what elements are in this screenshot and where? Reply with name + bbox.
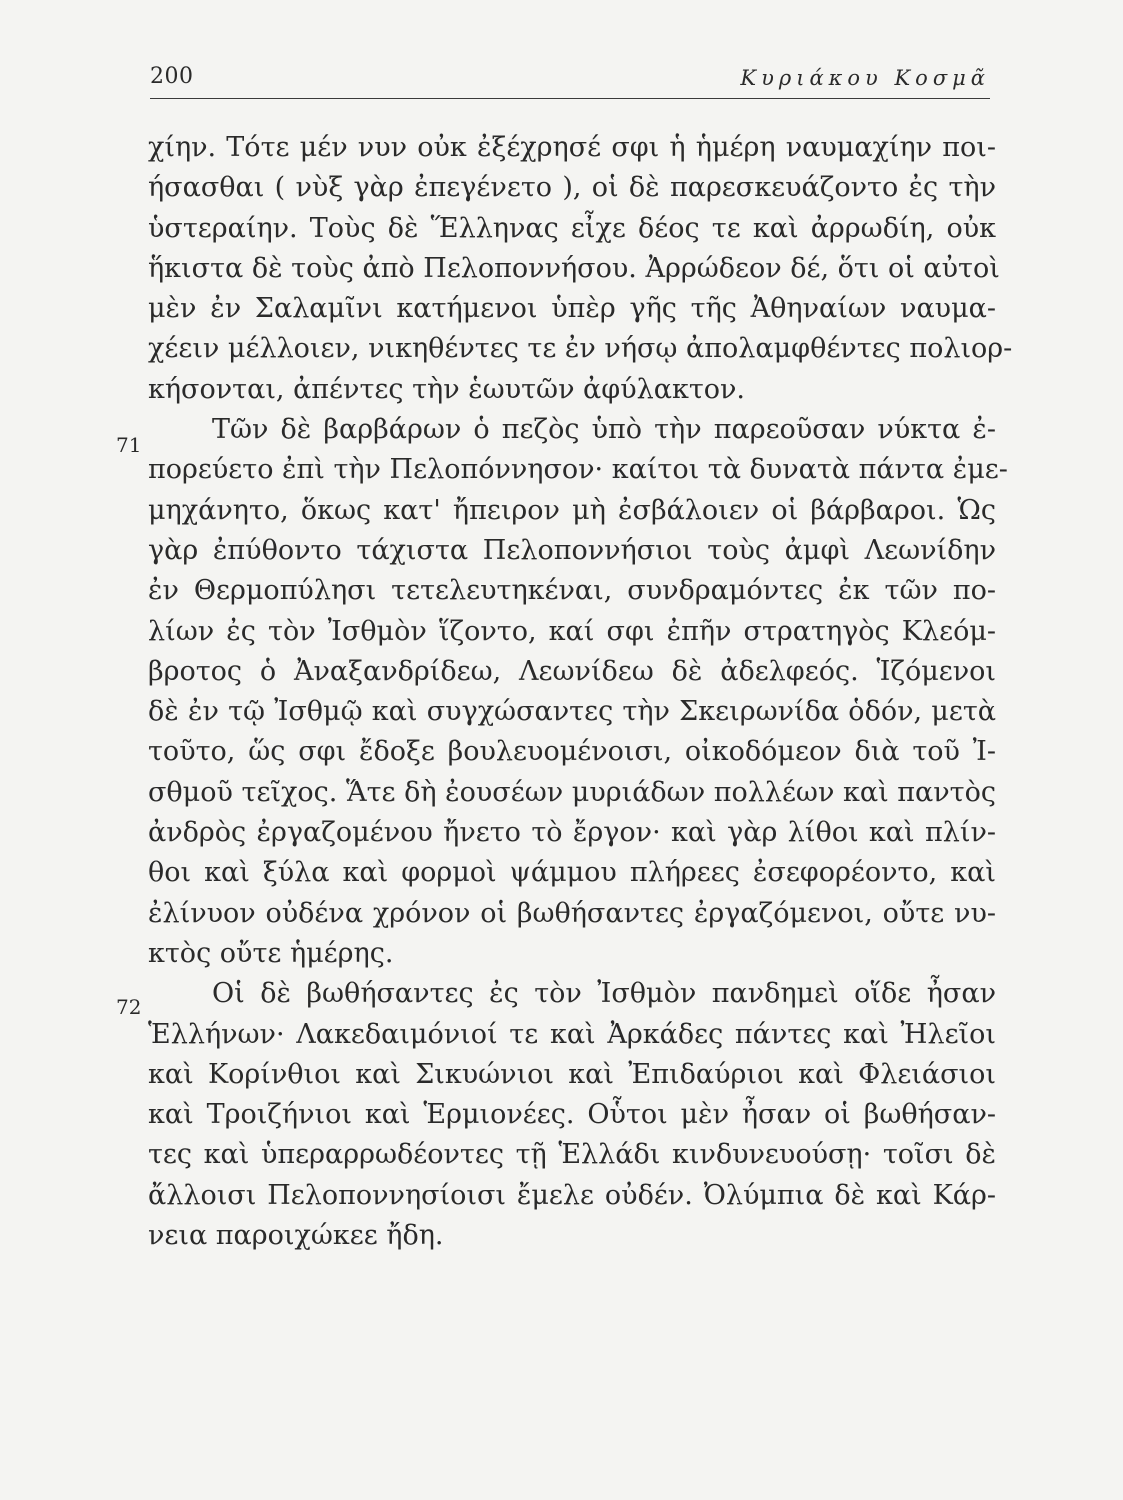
text-line: τες καὶ ὑπεραρρωδέοντες τῇ Ἑλλάδι κινδυνευούσῃ· τοῖσι δὲ xyxy=(148,1139,996,1171)
text-line: ὑστεραίην. Τοὺς δὲ Ἕλληνας εἶχε δέος τε καὶ ἀρρωδίη, οὐκ xyxy=(148,212,996,244)
text-line: κήσονται, ἀπέντες τὴν ἑωυτῶν ἀφύλακτον. xyxy=(148,373,746,405)
text-line: κτὸς οὔτε ἡμέρης. xyxy=(148,937,394,969)
text-line: ἐλίνυον οὐδένα χρόνον οἱ βωθήσαντες ἐργαζόμενοι, οὔτε νυ- xyxy=(148,897,996,929)
text-line: πορεύετο ἐπὶ τὴν Πελοπόννησον· καίτοι τὰ δυνατὰ πάντα ἐμε- xyxy=(148,454,1008,486)
text-line: νεια παροιχώκεε ἤδη. xyxy=(148,1220,444,1252)
text-line: Οἱ δὲ βωθήσαντες ἐς τὸν Ἰσθμὸν πανδημεὶ οἵδε ἦσαν xyxy=(212,978,996,1010)
text-line: γὰρ ἐπύθοντο τάχιστα Πελοποννήσιοι τοὺς ἀμφὶ Λεωνίδην xyxy=(148,534,996,566)
text-line: χίην. Τότε μέν νυν οὐκ ἐξέχρησέ σφι ἡ ἡμέρη ναυμαχίην ποι- xyxy=(148,132,996,163)
text-line: ἀνδρὸς ἐργαζομένου ἤνετο τὸ ἔργον· καὶ γὰρ λίθοι καὶ πλίν- xyxy=(148,817,996,849)
main-text xyxy=(148,128,1013,1256)
text-line: καὶ Κορίνθιοι καὶ Σικυώνιοι καὶ Ἐπιδαύριοι καὶ Φλειάσιοι xyxy=(148,1058,996,1090)
text-line: μηχάνητο, ὅκως κατ' ἤπειρον μὴ ἐσβάλοιεν οἱ βάρβαροι. Ὡς xyxy=(148,494,996,526)
page-number: 200 xyxy=(150,64,194,89)
text-line: δὲ ἐν τῷ Ἰσθμῷ καὶ συγχώσαντες τὴν Σκειρωνίδα ὁδόν, μετὰ xyxy=(148,696,996,728)
text-line: Τῶν δὲ βαρβάρων ὁ πεζὸς ὑπὸ τὴν παρεοῦσαν νύκτα ἐ- xyxy=(212,414,996,446)
text-line: μὲν ἐν Σαλαμῖνι κατήμενοι ὑπὲρ γῆς τῆς Ἀθηναίων ναυμα- xyxy=(148,293,996,325)
text-line: Ἑλλήνων· Λακεδαιμόνιοί τε καὶ Ἀρκάδες πάντες καὶ Ἠλεῖοι xyxy=(148,1018,996,1050)
text-line: ἥκιστα δὲ τοὺς ἀπὸ Πελοποννήσου. Ἀρρώδεον δέ, ὅτι οἱ αὐτοὶ xyxy=(148,252,1000,284)
text-line: ήσασθαι ( νὺξ γὰρ ἐπεγένετο ), οἱ δὲ παρεσκευάζοντο ἐς τὴν xyxy=(148,172,996,204)
text-line: θοι καὶ ξύλα καὶ φορμοὶ ψάμμου πλήρεες ἐσεφορέοντο, καὶ xyxy=(148,857,996,889)
text-line: σθμοῦ τεῖχος. Ἅτε δὴ ἐουσέων μυριάδων πολλέων καὶ παντὸς xyxy=(148,776,996,808)
section-number-72: 72 xyxy=(116,995,142,1019)
text-line: βροτος ὁ Ἀναξανδρίδεω, Λεωνίδεω δὲ ἀδελφεός. Ἱζόμενοι xyxy=(148,655,996,687)
text-line: ἄλλοισι Πελοποννησίοισι ἔμελε οὐδέν. Ὀλύμπια δὲ καὶ Κάρ- xyxy=(148,1179,996,1211)
text-line: καὶ Τροιζήνιοι καὶ Ἑρμιονέες. Οὗτοι μὲν ἦσαν οἱ βωθήσαν- xyxy=(148,1099,996,1131)
text-line: ἐν Θερμοπύλησι τετελευτηκέναι, συνδραμόντες ἐκ τῶν πο- xyxy=(148,575,996,607)
text-line: τοῦτο, ὥς σφι ἔδοξε βουλευομένοισι, οἰκοδόμεον διὰ τοῦ Ἰ- xyxy=(148,736,996,768)
text-line: λίων ἐς τὸν Ἰσθμὸν ἵζοντο, καί σφι ἐπῆν στρατηγὸς Κλεόμ- xyxy=(148,615,996,647)
text-line: χέειν μέλλοιεν, νικηθέντες τε ἐν νήσῳ ἀπολαμφθέντες πολιορ- xyxy=(148,333,1013,365)
section-number-71: 71 xyxy=(116,433,142,457)
running-head: Κυριάκου Κοσμᾶ xyxy=(740,66,990,90)
page-header xyxy=(150,58,990,99)
